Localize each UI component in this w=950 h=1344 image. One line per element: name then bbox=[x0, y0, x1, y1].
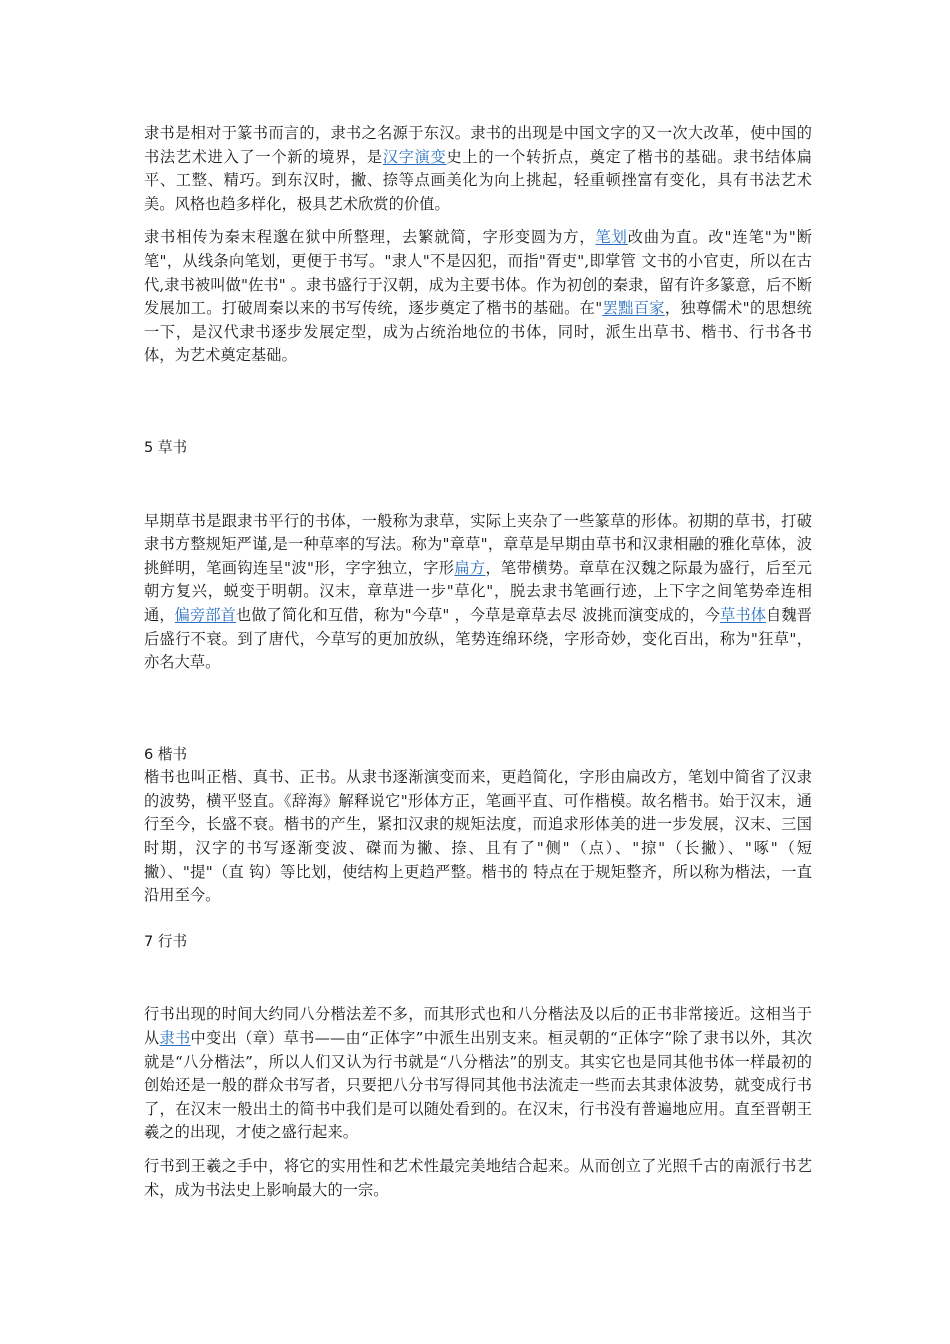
spacer bbox=[144, 675, 812, 743]
text-run: 早期草书是跟隶书平行的书体，一般称为隶草，实际上夹杂了一些篆草的形体。初期的草书，打破隶书方整规矩严谨,是一种草率的写法。称为"章草"，章草是早期由草书和汉隶相融的雅化草体，波挑鲜明，笔画钩连呈"波"形，字字独立，字形 bbox=[144, 511, 812, 577]
spacer bbox=[144, 953, 812, 1003]
text-run: 行书出现的时间大约同八分楷法差不多，而其形式也和八分楷法及以后的正书非常接近。这相当于从 bbox=[144, 1005, 812, 1048]
text-run: 隶书是相对于篆书而言的，隶书之名源于东汉。隶书的出现是中国文字的又一次大改革，使中国的 书法艺术进入了一个新的境界，是 bbox=[144, 124, 812, 166]
document-page bbox=[144, 122, 812, 1202]
text-run: 也做了简化和互借，称为"今草" ，今草是章草去尽 波挑而演变成的，今 bbox=[236, 605, 721, 624]
text-run: 自魏晋后盛行不衰。到了唐代，今草写的更加放纵，笔势连绵环绕，字形奇妙，变化百出，称为"狂草"，亦名大草。 bbox=[144, 605, 812, 672]
lishu-paragraph-2 bbox=[144, 226, 812, 368]
link-lishu[interactable]: 隶书 bbox=[159, 1029, 191, 1048]
text-run: 改曲为直。改"连笔"为"断笔"，从线条向笔划，更便于书写。"隶人"不是囚犯，而指"胥吏",即掌管 文书的小官吏，所以在古代,隶书被叫做"佐书" 。隶书盛行于汉朝，成为主要书体。作为初创的秦隶，留有许多篆意，后不断发展加工。打破周秦以来的书写传统，逐步奠定了楷书的基础。在" bbox=[144, 228, 812, 318]
text-run: 史上的一个转折点，奠定了楷书的基础。隶书结体扁平、工整、精巧。到东汉时，撇、捺等点画美化为向上挑起，轻重顿挫富有变化，具有书法艺术美。风格也趋多样化，极具艺术欣赏的价值。 bbox=[144, 147, 812, 213]
heading-caoshu: 5 草书 bbox=[144, 438, 188, 456]
spacer bbox=[144, 460, 812, 510]
spacer bbox=[144, 908, 812, 930]
heading-kaishu: 6 楷书 bbox=[144, 745, 188, 763]
xingshu-paragraph-2: 行书到王羲之手中，将它的实用性和艺术性最完美地结合起来。从而创立了光照千古的南派行书艺术，成为书法史上影响最大的一宗。 bbox=[144, 1157, 812, 1199]
link-bachu-baijia[interactable]: 罢黜百家 bbox=[602, 299, 665, 318]
lishu-paragraph-1 bbox=[144, 122, 812, 216]
link-caoshuti[interactable]: 草书体 bbox=[720, 605, 767, 624]
caoshu-paragraph-1 bbox=[144, 510, 812, 675]
xingshu-paragraph-1 bbox=[144, 1003, 812, 1145]
text-run: ，独尊儒术"的思想统一下，是汉代隶书逐步发展定型，成为占统治地位的书体，同时，派生出草书、楷书、行书各书体，为艺术奠定基础。 bbox=[144, 299, 812, 365]
spacer bbox=[144, 1145, 812, 1155]
text-run: 隶书相传为秦末程邈在狱中所整理，去繁就简，字形变圆为方， bbox=[144, 228, 596, 247]
link-bianfang[interactable]: 扁方 bbox=[454, 558, 486, 577]
heading-xingshu: 7 行书 bbox=[144, 932, 188, 950]
spacer bbox=[144, 216, 812, 226]
link-bihua[interactable]: 笔划 bbox=[595, 228, 628, 247]
link-pianpang-bushou[interactable]: 偏旁部首 bbox=[174, 605, 236, 624]
link-hanzi-yanbian[interactable]: 汉字演变 bbox=[382, 147, 447, 166]
kaishu-paragraph-1: 楷书也叫正楷、真书、正书。从隶书逐渐演变而来，更趋简化，字形由扁改方，笔划中简省了汉隶的波势，横平竖直。《辞海》解释说它"形体方正，笔画平直、可作楷模。故名楷书。始于汉末，通行至今，长盛不衰。楷书的产生，紧扣汉隶的规矩法度，而追求形体美的进一步发展，汉末、三国时期，汉字的书写逐渐变波、磔而为撇、捺、且有了"侧"（点）、"掠"（长撇）、"啄"（短撇）、"提"（直 钩）等比划，使结构上更趋严整。楷书的 特点在于规矩整齐，所以称为楷法，一直沿用至今。 bbox=[144, 768, 812, 905]
text-run: ，笔带横势。章草在汉魏之际最为盛行，后至元朝方复兴，蜕变于明朝。汉末，章草进一步"草化"，脱去隶书笔画行迹，上下字之间笔势牵连相通， bbox=[144, 558, 812, 624]
spacer bbox=[144, 368, 812, 436]
text-run: 中变出（章）草书——由“正体字”中派生出别支来。桓灵朝的“正体字”除了隶书以外，其次就是“八分楷法”，所以人们又认为行书就是“八分楷法”的别支。其实它也是同其他书体一样最初的创始还是一般的群众书写者，只要把八分书写得同其他书法流走一些而去其隶体波势，就变成行书了，在汉末一般出土的简书中我们是可以随处看到的。在汉末，行书没有普遍地应用。直至晋朝王羲之的出现，才使之盛行起来。 bbox=[144, 1029, 812, 1142]
